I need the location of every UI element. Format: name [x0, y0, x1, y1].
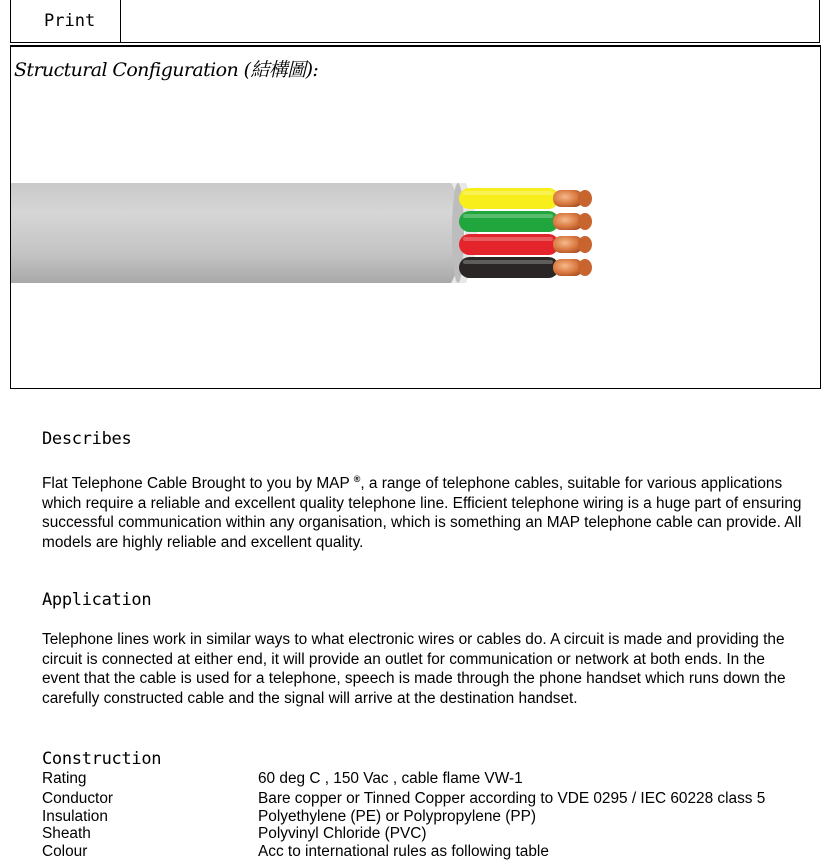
copper-tip: [578, 259, 592, 276]
structural-configuration-panel: [10, 45, 821, 389]
application-text: Telephone lines work in similar ways to what electronic wires or cables do. A circuit is made and providing the circuit is connected at either end, it will provide an outlet for communication or network at both ends. In the event that the cable is used for a telephone, speech is made through the phone handset which runs down the carefully constructed cable and the signal will arrive at the destination handset.: [42, 631, 786, 707]
spec-label: Sheath: [42, 825, 91, 842]
copper-tip: [578, 236, 592, 253]
top-toolbar: [10, 0, 820, 43]
cable-illustration: [11, 167, 611, 287]
copper-tip: [578, 213, 592, 230]
structural-configuration-title: Structural Configuration (結構圖):: [14, 59, 319, 81]
spec-label: Colour: [42, 843, 88, 860]
registered-mark: ®: [353, 474, 361, 484]
conductor-2: [459, 211, 592, 232]
cable-sheath: [11, 183, 463, 283]
spec-label: Rating: [42, 770, 87, 787]
conductor-1: [459, 188, 592, 209]
spec-value: 60 deg C , 150 Vac , cable flame VW-1: [258, 770, 523, 787]
spec-value: Bare copper or Tinned Copper according to VDE 0295 / IEC 60228 class 5: [258, 790, 766, 807]
spec-value: Polyethylene (PE) or Polypropylene (PP): [258, 808, 537, 825]
conductor-highlight: [463, 260, 553, 264]
spec-label: Conductor: [42, 790, 114, 807]
conductor-4: [459, 257, 592, 278]
application-heading: Application: [42, 590, 152, 610]
describes-text: Flat Telephone Cable Brought to you by MAP ®, a range of telephone cables, suitable for various applications which require a reliable and excellent quality telephone line. Efficient telephone wiring is a huge part of ensuring successful communication within any organisation, which is something an MAP telephone cable can provide. All models are highly reliable and excellent quality.: [42, 474, 802, 551]
construction-heading: Construction: [42, 749, 162, 769]
spec-value: Acc to international rules as following table: [258, 843, 549, 860]
describes-heading: Describes: [42, 429, 132, 449]
spec-value: Polyvinyl Chloride (PVC): [258, 825, 427, 842]
print-button[interactable]: Print: [11, 0, 121, 42]
conductor-highlight: [463, 237, 553, 241]
conductor-highlight: [463, 214, 553, 218]
conductor-3: [459, 234, 592, 255]
copper-tip: [578, 190, 592, 207]
conductor-highlight: [463, 191, 553, 195]
spec-label: Insulation: [42, 808, 108, 825]
